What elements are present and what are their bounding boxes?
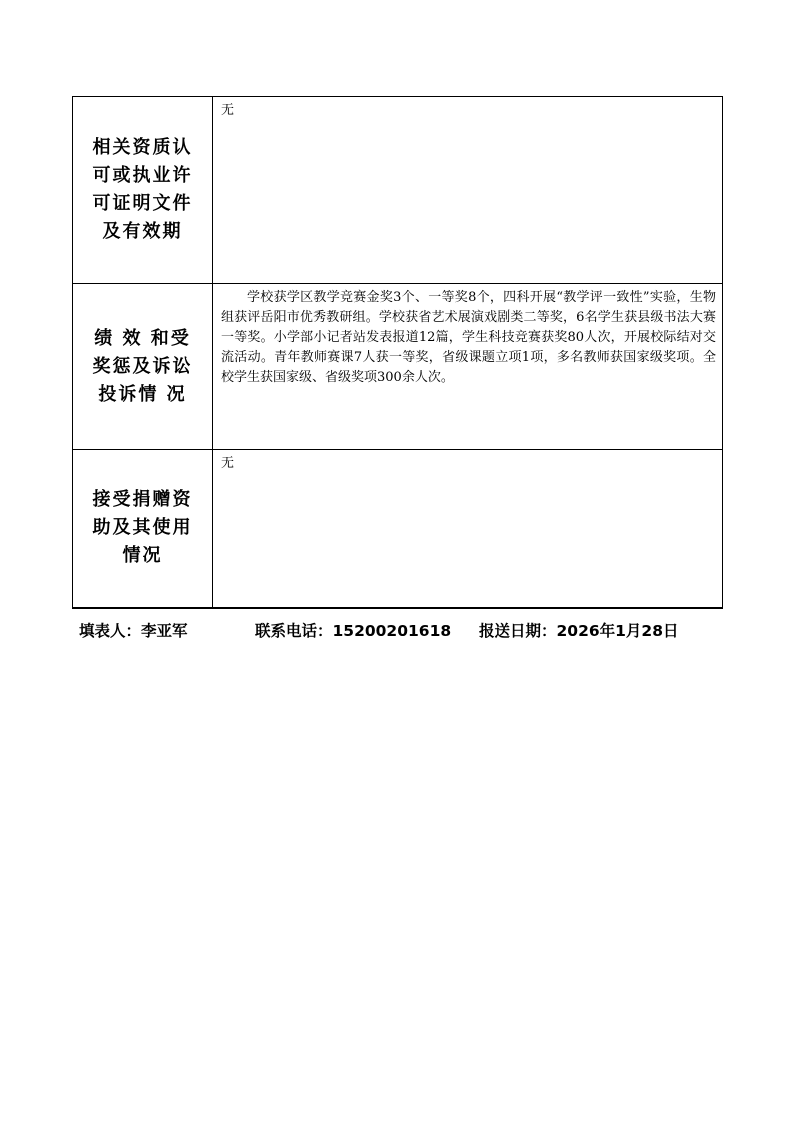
row-content-qualifications: 无	[221, 103, 235, 118]
row-label-cell	[73, 450, 213, 608]
row-label-performance: 绩 效 和受奖惩及诉讼投诉情 况	[92, 327, 193, 405]
row-label-cell	[73, 284, 213, 450]
row-label-qualifications: 相关资质认可或执业许可证明文件及有效期	[92, 137, 193, 242]
table-row-donations	[73, 450, 723, 608]
row-content-donations: 无	[221, 456, 235, 471]
row-label-cell	[73, 97, 213, 284]
row-content-cell	[213, 284, 723, 450]
row-content-performance: 学校获学区教学竞赛金奖3个、一等奖8个，四科开展“教学评一致性”实验，生物组获评岳阳市优秀教研组。学校获省艺术展演戏剧类二等奖，6名学生获县级书法大赛一等奖。小学部小记者站发表报道12篇，学生科技竞赛获奖80人次，开展校际结对交流活动。青年教师赛课7人获一等奖，省级课题立项1项，多名教师获国家级奖项。全校学生获国家级、省级奖项300余人次。	[221, 290, 716, 385]
table-row-qualifications	[73, 97, 723, 284]
table-row-performance	[73, 284, 723, 450]
row-content-cell	[213, 450, 723, 608]
filler-name: 填表人：李亚军	[79, 622, 188, 640]
submission-date: 报送日期：2026年1月28日	[479, 622, 679, 640]
row-label-donations: 接受捐赠资助及其使用情况	[92, 489, 193, 567]
report-table	[72, 96, 723, 609]
contact-phone: 联系电话：15200201618	[255, 622, 452, 640]
row-content-cell	[213, 97, 723, 284]
